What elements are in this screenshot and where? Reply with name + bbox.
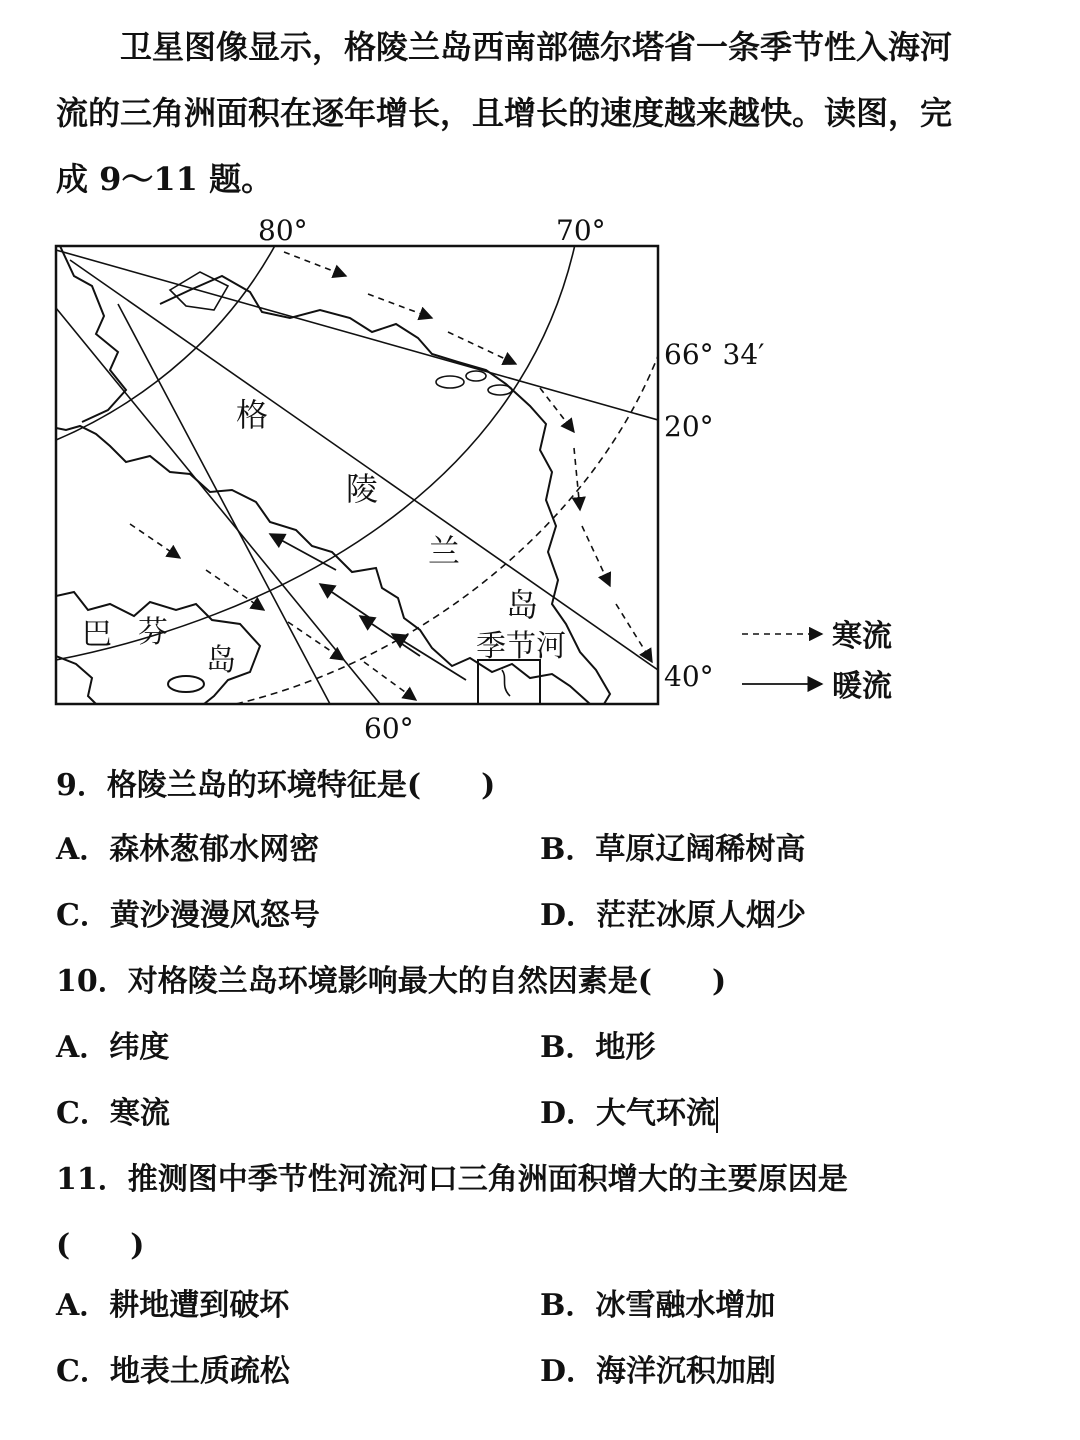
q10-option-b: B．地形 bbox=[540, 1030, 656, 1065]
map-legend bbox=[742, 619, 892, 704]
question-10-stem: 10．对格陵兰岛环境影响最大的自然因素是( ) bbox=[56, 964, 727, 999]
seasonal-river-box bbox=[478, 660, 540, 704]
baffin-label-3: 岛 bbox=[206, 643, 236, 678]
q10-option-c: C．寒流 bbox=[56, 1096, 170, 1131]
lon-label-20: 20° bbox=[664, 410, 714, 443]
lon-label-70: 70° bbox=[556, 214, 606, 247]
meridian-2 bbox=[70, 260, 658, 670]
meridian-1 bbox=[56, 250, 658, 420]
lon-label-40: 40° bbox=[664, 660, 714, 693]
greenland-label-3: 兰 bbox=[428, 532, 461, 570]
greenland-map bbox=[0, 200, 1080, 760]
text-cursor bbox=[716, 1097, 718, 1133]
lon-label-60: 60° bbox=[364, 712, 414, 745]
intro-line-2: 流的三角洲面积在逐年增长，且增长的速度越来越快。读图，完 bbox=[56, 94, 953, 132]
q11-option-d: D．海洋沉积加剧 bbox=[540, 1354, 777, 1389]
q9-option-c: C．黄沙漫漫风怒号 bbox=[56, 898, 320, 933]
q9-option-a: A．森林葱郁水网密 bbox=[56, 832, 320, 867]
map-body bbox=[56, 214, 892, 745]
q11-option-b: B．冰雪融水增加 bbox=[540, 1288, 776, 1323]
intro-line-3: 成 9～11 题。 bbox=[56, 160, 274, 198]
greenland-label-2: 陵 bbox=[346, 470, 379, 508]
seasonal-river bbox=[502, 670, 510, 696]
baffin-label-2: 芬 bbox=[138, 615, 168, 650]
legend-warm-label: 暖流 bbox=[832, 669, 892, 704]
intro-paragraph bbox=[56, 14, 1006, 212]
q10-option-d-row bbox=[540, 1094, 718, 1134]
q11-option-c: C．地表土质疏松 bbox=[56, 1354, 290, 1389]
q9-option-b: B．草原辽阔稀树高 bbox=[540, 832, 806, 867]
latitude-circle-middle bbox=[56, 240, 576, 660]
seasonal-river-label: 季节河 bbox=[476, 629, 566, 664]
greenland-label-1: 格 bbox=[236, 396, 269, 434]
north-coast bbox=[60, 246, 126, 422]
question-9-stem: 9．格陵兰岛的环境特征是( ) bbox=[56, 768, 496, 803]
legend-cold-label: 寒流 bbox=[832, 619, 892, 654]
arctic-circle-label: 66° 34′ bbox=[664, 338, 765, 371]
q11-option-a: A．耕地遭到破坏 bbox=[56, 1288, 290, 1323]
baffin-islet bbox=[168, 676, 204, 692]
lon-label-80: 80° bbox=[258, 214, 308, 247]
baffin-label-1: 巴 bbox=[82, 617, 112, 652]
q10-option-d: D．大气环流 bbox=[540, 1096, 717, 1131]
question-11-stem-cont: ( ) bbox=[56, 1228, 145, 1263]
greenland-label-4: 岛 bbox=[506, 586, 539, 624]
q10-option-a: A．纬度 bbox=[56, 1030, 170, 1065]
question-11-stem: 11．推测图中季节性河流河口三角洲面积增大的主要原因是 bbox=[56, 1162, 848, 1197]
intro-line-1: 卫星图像显示，格陵兰岛西南部德尔塔省一条季节性入海河 bbox=[120, 28, 953, 66]
q9-option-d: D．茫茫冰原人烟少 bbox=[540, 898, 807, 933]
